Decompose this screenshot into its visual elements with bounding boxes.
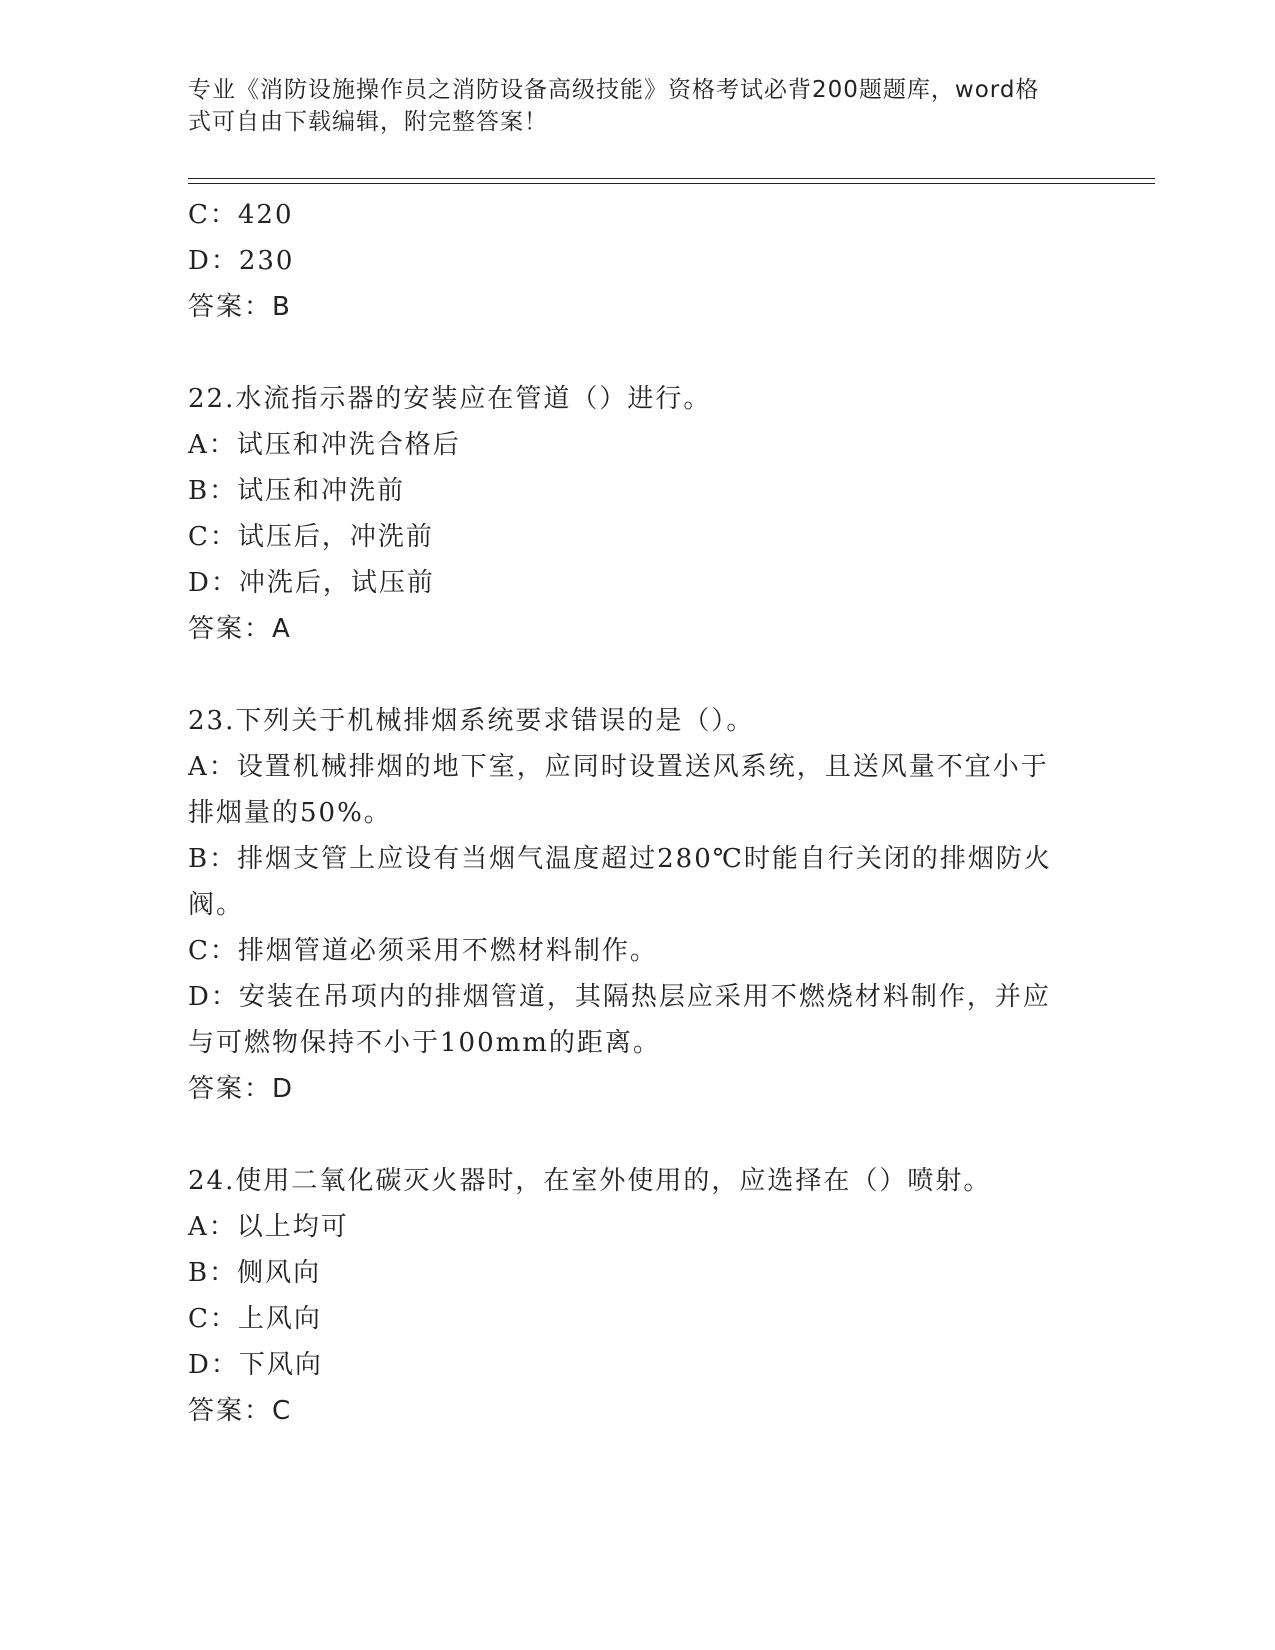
answer: 答案：A [188, 614, 292, 644]
option-b: B：试压和冲洗前 [188, 476, 406, 506]
option-d: D：下风向 [188, 1350, 323, 1380]
option-c: C：排烟管道必须采用不燃材料制作。 [188, 936, 658, 966]
answer: 答案：C [188, 1396, 293, 1426]
option-a: A：设置机械排烟的地下室，应同时设置送风系统，且送风量不宜小于 [188, 752, 1049, 782]
header-line-1: 专业《消防设施操作员之消防设备高级技能》资格考试必背200题题库，word格 [188, 77, 1040, 103]
header-divider-top [188, 178, 1155, 179]
question-23 [188, 698, 1088, 1112]
option-c: C：420 [188, 200, 294, 230]
question-21-tail [188, 192, 1088, 330]
option-d-continued: 与可燃物保持不小于100mm的距离。 [188, 1028, 661, 1058]
spacer [188, 652, 1088, 698]
answer: 答案：D [188, 1074, 295, 1104]
option-d: D：230 [188, 246, 295, 276]
question-list [188, 192, 1088, 1434]
option-b: B：侧风向 [188, 1258, 322, 1288]
option-d: D：安装在吊项内的排烟管道，其隔热层应采用不燃烧材料制作，并应 [188, 982, 1051, 1012]
option-c: C：上风向 [188, 1304, 322, 1334]
option-a: A：试压和冲洗合格后 [188, 430, 461, 460]
header-line-2: 式可自由下载编辑，附完整答案！ [188, 109, 548, 135]
option-b: B：排烟支管上应设有当烟气温度超过280℃时能自行关闭的排烟防火 [188, 844, 1052, 874]
option-a: A：以上均可 [188, 1212, 349, 1242]
document-header [188, 74, 1068, 138]
spacer [188, 1112, 1088, 1158]
question-stem: 23.下列关于机械排烟系统要求错误的是（）。 [188, 706, 755, 736]
option-a-continued: 排烟量的50%。 [188, 798, 392, 828]
answer: 答案：B [188, 292, 292, 322]
option-b-continued: 阀。 [188, 890, 245, 920]
question-stem: 24.使用二氧化碳灭火器时，在室外使用的，应选择在（）喷射。 [188, 1166, 992, 1196]
question-24 [188, 1158, 1088, 1434]
option-d: D：冲洗后，试压前 [188, 568, 435, 598]
option-c: C：试压后，冲洗前 [188, 522, 434, 552]
header-divider-bottom [188, 183, 1155, 184]
question-22 [188, 376, 1088, 652]
spacer [188, 330, 1088, 376]
question-stem: 22.水流指示器的安装应在管道（）进行。 [188, 384, 712, 414]
